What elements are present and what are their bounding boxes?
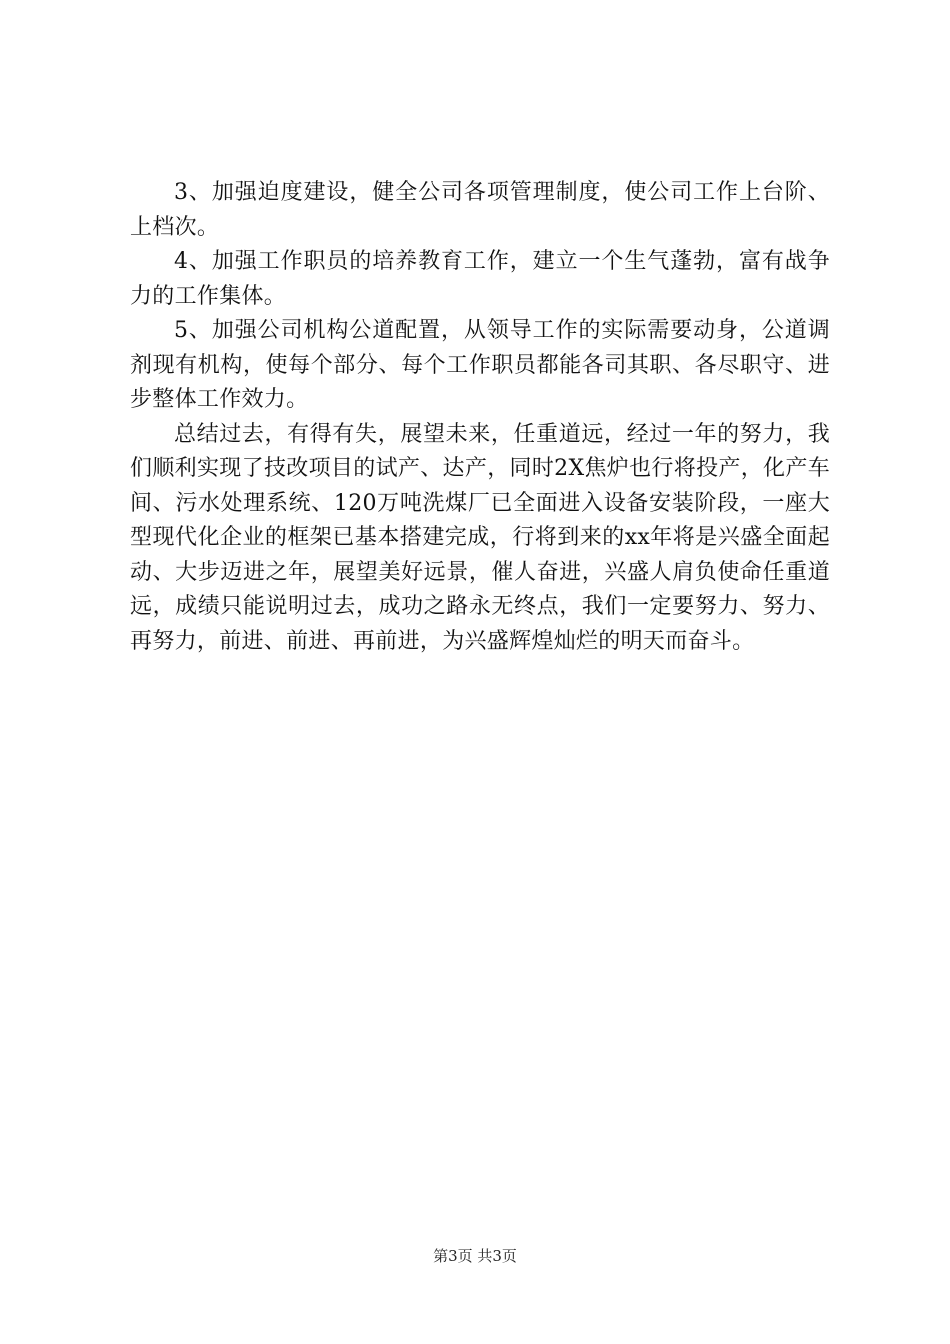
paragraph-item-4: 4、加强工作职员的培养教育工作，建立一个生气蓬勃，富有战争力的工作集体。 [130, 249, 830, 309]
paragraph-item-5: 5、加强公司机构公道配置，从领导工作的实际需要动身，公道调剂现有机构，使每个部分、每个工作职员都能各司其职、各尽职守、进步整体工作效力。 [130, 318, 830, 412]
page-number-footer: 第3页 共3页 [433, 1247, 517, 1265]
paragraph-summary: 总结过去，有得有失，展望未来，任重道远，经过一年的努力，我们顺利实现了技改项目的试产、达产，同时2X焦炉也行将投产，化产车间、污水处理系统、120万吨洗煤厂已全面进入设备安装阶段，一座大型现代化企业的框架已基本搭建完成，行将到来的xx年将是兴盛全面起动、大步迈进之年，展望美好远景，催人奋进，兴盛人肩负使命任重道远，成绩只能说明过去，成功之路永无终点，我们一定要努力、努力、再努力，前进、前进、再前进，为兴盛辉煌灿烂的明天而奋斗。 [130, 421, 830, 654]
paragraph-item-3: 3、加强迫度建设，健全公司各项管理制度，使公司工作上台阶、上档次。 [130, 180, 830, 240]
document-body [130, 176, 830, 659]
